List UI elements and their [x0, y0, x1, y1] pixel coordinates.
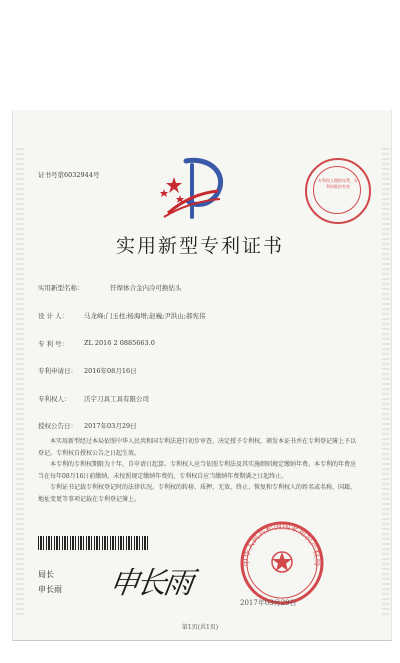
patentee-value: 沃宇刀具工具有限公司	[84, 395, 149, 403]
name-value: 钎焊体合金内冷可换钻头	[110, 284, 182, 292]
inventor-value: 马龙峰;门玉柱;杨海增;赵巍;尹洪山;郝宪伟	[84, 312, 206, 320]
seal-arc-text: 中华人民共和国国家知识产权局	[241, 521, 323, 567]
grant-date-label: 授权公告日：	[38, 422, 77, 430]
annual-fee-stamp	[305, 158, 371, 224]
annual-fee-stamp-text: 专利权人缴纳年费，专利权维持有效	[318, 178, 358, 189]
grant-date-value: 2017年03月29日	[84, 422, 137, 430]
inventor-label: 设 计 人：	[38, 312, 69, 320]
barcode	[38, 536, 148, 550]
border-pattern-right	[382, 145, 390, 615]
patent-number-label: 专 利 号：	[38, 340, 69, 348]
patent-number-value: ZL 2016 2 0885663.0	[84, 339, 155, 347]
application-date-label: 专利申请日：	[38, 367, 77, 375]
body-paragraph: 本专利的专利权期限为十年，自申请日起算。专利权人应当依照专利法及其实施细则规定缴纳年费。本专利的年费应当在每年08月16日前缴纳。未按照规定缴纳年费的，专利权自应当缴纳年费期满之日起终止。	[38, 461, 357, 480]
border-pattern-left	[16, 145, 24, 615]
body-paragraph: 本实用新型经过本局依照中华人民共和国专利法进行初步审查，决定授予专利权，颁发本证书并在专利登记簿上予以登记。专利权自授权公告之日起生效。	[38, 438, 357, 457]
official-seal	[232, 520, 332, 610]
page-number: 第1页(共1页)	[181, 624, 219, 631]
director-name: 申长雨	[38, 585, 62, 594]
body-paragraph: 专利证书记载专利权登记时的法律状况。专利权的转移、质押、无效、终止、恢复和专利权人的姓名或名称、国籍、地址变更等事项记载在专利登记簿上。	[38, 484, 357, 503]
certificate-title: 实用新型专利证书	[115, 235, 284, 257]
director-label: 局长	[38, 570, 54, 579]
director-signature: 申长雨	[107, 566, 193, 601]
seal-date: 2017年03月29日	[240, 599, 297, 607]
certificate-body	[38, 436, 358, 505]
certificate-number: 证书号第6032944号	[38, 171, 100, 179]
name-label: 实用新型名称：	[38, 284, 84, 292]
patentee-label: 专利权人：	[38, 395, 71, 403]
patent-office-logo	[158, 157, 228, 223]
application-date-value: 2016年08月16日	[84, 367, 137, 375]
